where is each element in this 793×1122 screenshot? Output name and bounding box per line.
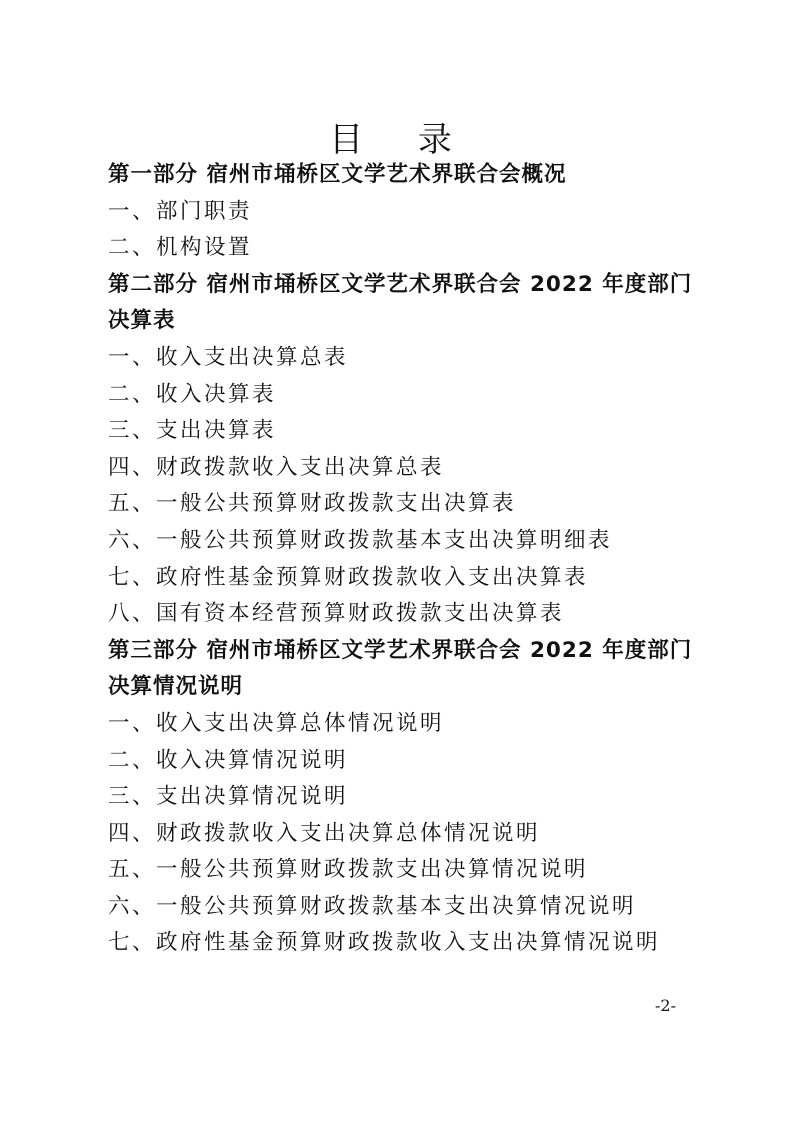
toc-item: 五、一般公共预算财政拨款支出决算情况说明 — [108, 857, 589, 883]
toc-item: 六、一般公共预算财政拨款基本支出决算明细表 — [108, 527, 613, 553]
section-heading-3: 第三部分 宿州市埇桥区文学艺术界联合会 2022 年度部门决算情况说明 — [108, 637, 693, 700]
page-number: -2- — [655, 996, 676, 1015]
toc-item: 八、国有资本经营预算财政拨款支出决算表 — [108, 601, 565, 627]
toc-item: 二、机构设置 — [108, 235, 253, 261]
toc-item: 七、政府性基金预算财政拨款收入支出决算情况说明 — [108, 930, 661, 956]
page-title: 目 录 — [329, 120, 474, 160]
toc-item: 一、部门职责 — [108, 198, 253, 224]
toc-item: 六、一般公共预算财政拨款基本支出决算情况说明 — [108, 893, 637, 919]
toc-item: 三、支出决算情况说明 — [108, 784, 349, 810]
toc-item: 一、收入支出决算总表 — [108, 344, 349, 370]
toc-item: 四、财政拨款收入支出决算总体情况说明 — [108, 820, 541, 846]
section-heading-2: 第二部分 宿州市埇桥区文学艺术界联合会 2022 年度部门决算表 — [108, 271, 693, 334]
toc-item: 七、政府性基金预算财政拨款收入支出决算表 — [108, 564, 589, 590]
table-of-contents — [108, 157, 698, 962]
toc-item: 三、支出决算表 — [108, 418, 277, 444]
toc-item: 二、收入决算情况说明 — [108, 747, 349, 773]
toc-item: 二、收入决算表 — [108, 381, 277, 407]
toc-item: 一、收入支出决算总体情况说明 — [108, 710, 445, 736]
toc-item: 五、一般公共预算财政拨款支出决算表 — [108, 491, 517, 517]
section-heading-1: 第一部分 宿州市埇桥区文学艺术界联合会概况 — [108, 162, 567, 187]
toc-item: 四、财政拨款收入支出决算总表 — [108, 454, 445, 480]
